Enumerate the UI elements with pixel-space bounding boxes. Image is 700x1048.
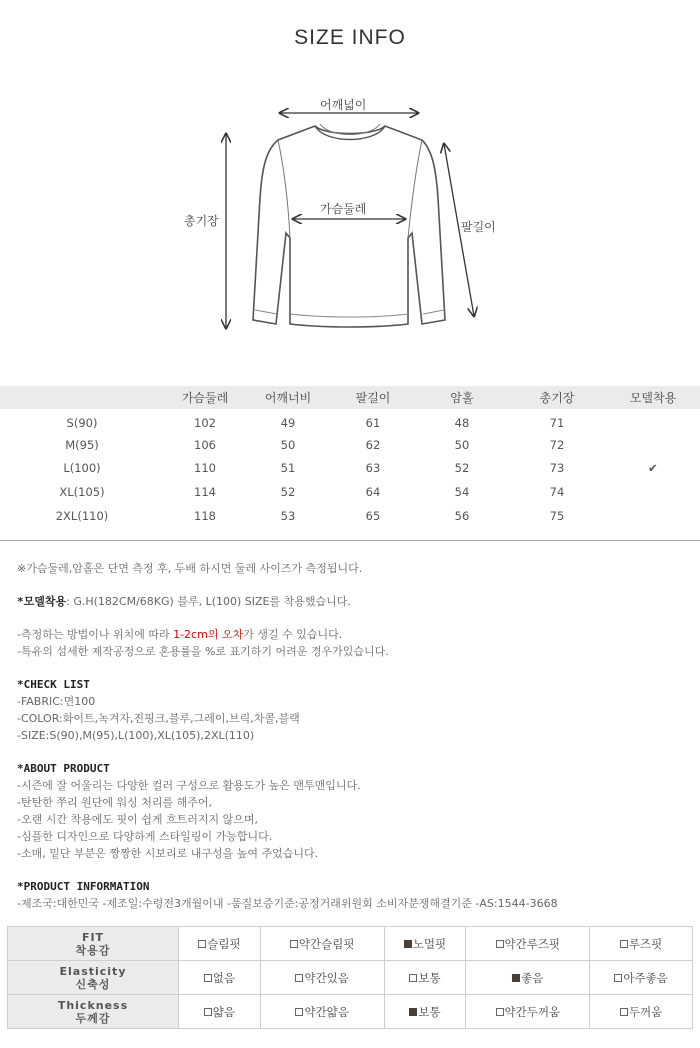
- model-cell: [606, 480, 700, 504]
- model-note: [17, 593, 687, 610]
- value-cell: 64: [365, 485, 381, 500]
- empty-square-icon: [496, 1008, 504, 1016]
- value-cell: 62: [365, 437, 381, 452]
- header-cell: 어깨너비: [246, 386, 330, 409]
- chest-label: 가슴둘레: [320, 202, 367, 216]
- value-cell: 114: [194, 485, 216, 500]
- empty-square-icon: [614, 974, 622, 982]
- value-cell: 63: [365, 461, 381, 476]
- size-diagram: [160, 88, 540, 348]
- model-cell: [606, 409, 700, 433]
- empty-square-icon: [198, 940, 206, 948]
- page-title: SIZE INFO: [294, 26, 406, 49]
- fit-option: [179, 995, 261, 1029]
- list-item: -COLOR:화이트,녹겨자,진핑크,블루,그레이,브릭,차콜,블랙: [17, 712, 300, 725]
- size-cell: L(100): [63, 461, 101, 476]
- table-row: [0, 480, 700, 504]
- value-cell: 71: [549, 415, 565, 430]
- fit-option-label: 보통: [418, 970, 441, 985]
- fit-option-label: 약간슬림핏: [298, 936, 355, 951]
- error-note-highlight: 1-2cm의 오차: [173, 628, 244, 641]
- shoulder-label: 어깨넓이: [320, 98, 367, 112]
- measure-note: ※가슴둘레,암홀은 단면 측정 후, 두배 하시면 둘레 사이즈가 측정됩니다.: [17, 562, 363, 575]
- value-cell: 118: [194, 509, 216, 524]
- fit-row-header-ko: 두께감: [75, 1011, 111, 1025]
- sleeve-label: 팔길이: [461, 220, 496, 234]
- fit-option-label: 약간얇음: [304, 1004, 349, 1019]
- value-cell: 52: [280, 485, 296, 500]
- fit-option: [260, 961, 384, 995]
- fit-option-label: 약간두꺼움: [504, 1004, 561, 1019]
- fit-row-header: [8, 961, 179, 995]
- value-cell: 75: [549, 509, 565, 524]
- about-product-heading: *ABOUT PRODUCT: [17, 762, 110, 775]
- value-cell: 61: [365, 415, 381, 430]
- fit-row-header: [8, 995, 179, 1029]
- error-note-pre: -측정하는 방법이나 위치에 따라: [17, 628, 174, 641]
- value-cell: 53: [280, 509, 296, 524]
- table-row: [0, 433, 700, 457]
- empty-square-icon: [620, 940, 628, 948]
- value-cell: 48: [454, 415, 470, 430]
- fit-option-label: 얇음: [212, 1004, 236, 1019]
- filled-square-icon: [409, 1008, 417, 1016]
- table-row: [0, 409, 700, 433]
- fit-option: [590, 927, 693, 961]
- empty-square-icon: [496, 940, 504, 948]
- empty-square-icon: [409, 974, 417, 982]
- fit-option: [384, 961, 466, 995]
- list-item: -탄탄한 쭈리 원단에 워싱 처리를 해주어,: [17, 796, 212, 809]
- length-label: 총기장: [184, 214, 219, 228]
- header-cell: 가슴둘레: [164, 386, 246, 409]
- model-cell: [606, 504, 700, 528]
- header-cell: [0, 386, 164, 409]
- fit-option: [179, 927, 261, 961]
- list-item: -SIZE:S(90),M(95),L(100),XL(105),2XL(110): [17, 729, 255, 742]
- fit-option-label: 루즈핏: [628, 936, 663, 951]
- model-heading: *모델착용: [17, 595, 67, 608]
- fit-option-label: 없음: [212, 970, 236, 985]
- product-information-line: -제조국:대한민국 -제조일:수령전3개월이내 -품질보증기준:공정거래위원회 소비자분쟁해결기준 -AS:1544-3668: [17, 897, 558, 910]
- product-information-heading: *PRODUCT INFORMATION: [17, 880, 150, 893]
- size-table: [0, 386, 700, 528]
- fit-option: [179, 961, 261, 995]
- size-cell: M(95): [65, 437, 99, 452]
- fit-option-label: 약간있음: [304, 970, 349, 985]
- fit-option: [384, 927, 466, 961]
- fit-option: [590, 995, 693, 1029]
- fit-option-label: 슬림핏: [207, 936, 241, 951]
- header-cell: 모델착용: [606, 386, 700, 409]
- fit-option: [590, 961, 693, 995]
- table-row: [0, 504, 700, 528]
- value-cell: 72: [549, 437, 565, 452]
- value-cell: 50: [454, 437, 470, 452]
- empty-square-icon: [295, 1008, 303, 1016]
- fit-row-header-en: FIT: [81, 930, 105, 944]
- value-cell: 106: [194, 437, 216, 452]
- value-cell: 51: [280, 461, 296, 476]
- header-cell: 암홀: [416, 386, 508, 409]
- fit-row-header-ko: 신축성: [75, 977, 111, 991]
- size-table-header: [0, 386, 700, 409]
- size-cell: S(90): [66, 415, 98, 430]
- fit-option: [384, 995, 466, 1029]
- error-note-post: 가 생길 수 있습니다.: [243, 628, 343, 641]
- fit-row-header-en: Thickness: [57, 998, 129, 1012]
- fit-table: [7, 926, 693, 1029]
- fit-option-label: 노멀핏: [412, 936, 447, 951]
- table-divider: [0, 540, 700, 541]
- model-check-icon: ✔: [648, 461, 658, 476]
- empty-square-icon: [620, 1008, 628, 1016]
- fabric-note: -특유의 섬세한 제작공정으로 혼용률을 %로 표기하기 어려운 경우가있습니다.: [17, 645, 389, 658]
- filled-square-icon: [404, 940, 412, 948]
- fit-table-row: [8, 961, 693, 995]
- value-cell: 49: [280, 415, 296, 430]
- fit-option-label: 약간루즈핏: [504, 936, 561, 951]
- fit-row-header: [8, 927, 179, 961]
- fit-option: [466, 927, 590, 961]
- fit-option: [260, 927, 384, 961]
- filled-square-icon: [512, 974, 520, 982]
- list-item: -소매, 밑단 부분은 짱짱한 시보리로 내구성을 높여 주었습니다.: [17, 847, 319, 860]
- fit-option-label: 두꺼움: [628, 1004, 663, 1019]
- value-cell: 65: [365, 509, 381, 524]
- value-cell: 74: [549, 485, 565, 500]
- value-cell: 52: [454, 461, 470, 476]
- size-cell: XL(105): [59, 485, 105, 500]
- value-cell: 56: [454, 509, 470, 524]
- size-cell: 2XL(110): [55, 509, 109, 524]
- header-cell: 총기장: [508, 386, 606, 409]
- empty-square-icon: [290, 940, 298, 948]
- error-note: [17, 626, 687, 643]
- value-cell: 50: [280, 437, 296, 452]
- list-item: -시즌에 잘 어울리는 다양한 컬러 구성으로 활용도가 높은 맨투맨입니다.: [17, 779, 361, 792]
- fit-row-header-ko: 착용감: [75, 943, 111, 957]
- notes-section: [17, 560, 687, 912]
- table-row: [0, 457, 700, 481]
- fit-option: [466, 961, 590, 995]
- list-item: -FABRIC:면100: [17, 695, 96, 708]
- value-cell: 73: [549, 461, 565, 476]
- fit-option: [466, 995, 590, 1029]
- fit-option-label: 아주좋음: [623, 970, 668, 985]
- value-cell: 54: [454, 485, 470, 500]
- fit-row-header-en: Elasticity: [59, 964, 127, 978]
- fit-table-row: [8, 927, 693, 961]
- model-text: : G.H(182CM/68KG) 블루, L(100) SIZE를 착용했습니다.: [66, 595, 351, 608]
- model-cell: [606, 433, 700, 457]
- list-item: -심플한 디자인으로 다양하게 스타일링이 가능합니다.: [17, 830, 273, 843]
- header-cell: 팔길이: [330, 386, 416, 409]
- check-list-heading: *CHECK LIST: [17, 678, 90, 691]
- fit-option-label: 좋음: [521, 970, 544, 985]
- fit-option: [260, 995, 384, 1029]
- fit-table-row: [8, 995, 693, 1029]
- fit-option-label: 보통: [418, 1004, 441, 1019]
- value-cell: 110: [194, 461, 216, 476]
- empty-square-icon: [295, 974, 303, 982]
- empty-square-icon: [204, 1008, 212, 1016]
- list-item: -오랜 시간 착용에도 핏이 쉽게 흐트러지지 않으며,: [17, 813, 258, 826]
- empty-square-icon: [204, 974, 212, 982]
- value-cell: 102: [194, 415, 216, 430]
